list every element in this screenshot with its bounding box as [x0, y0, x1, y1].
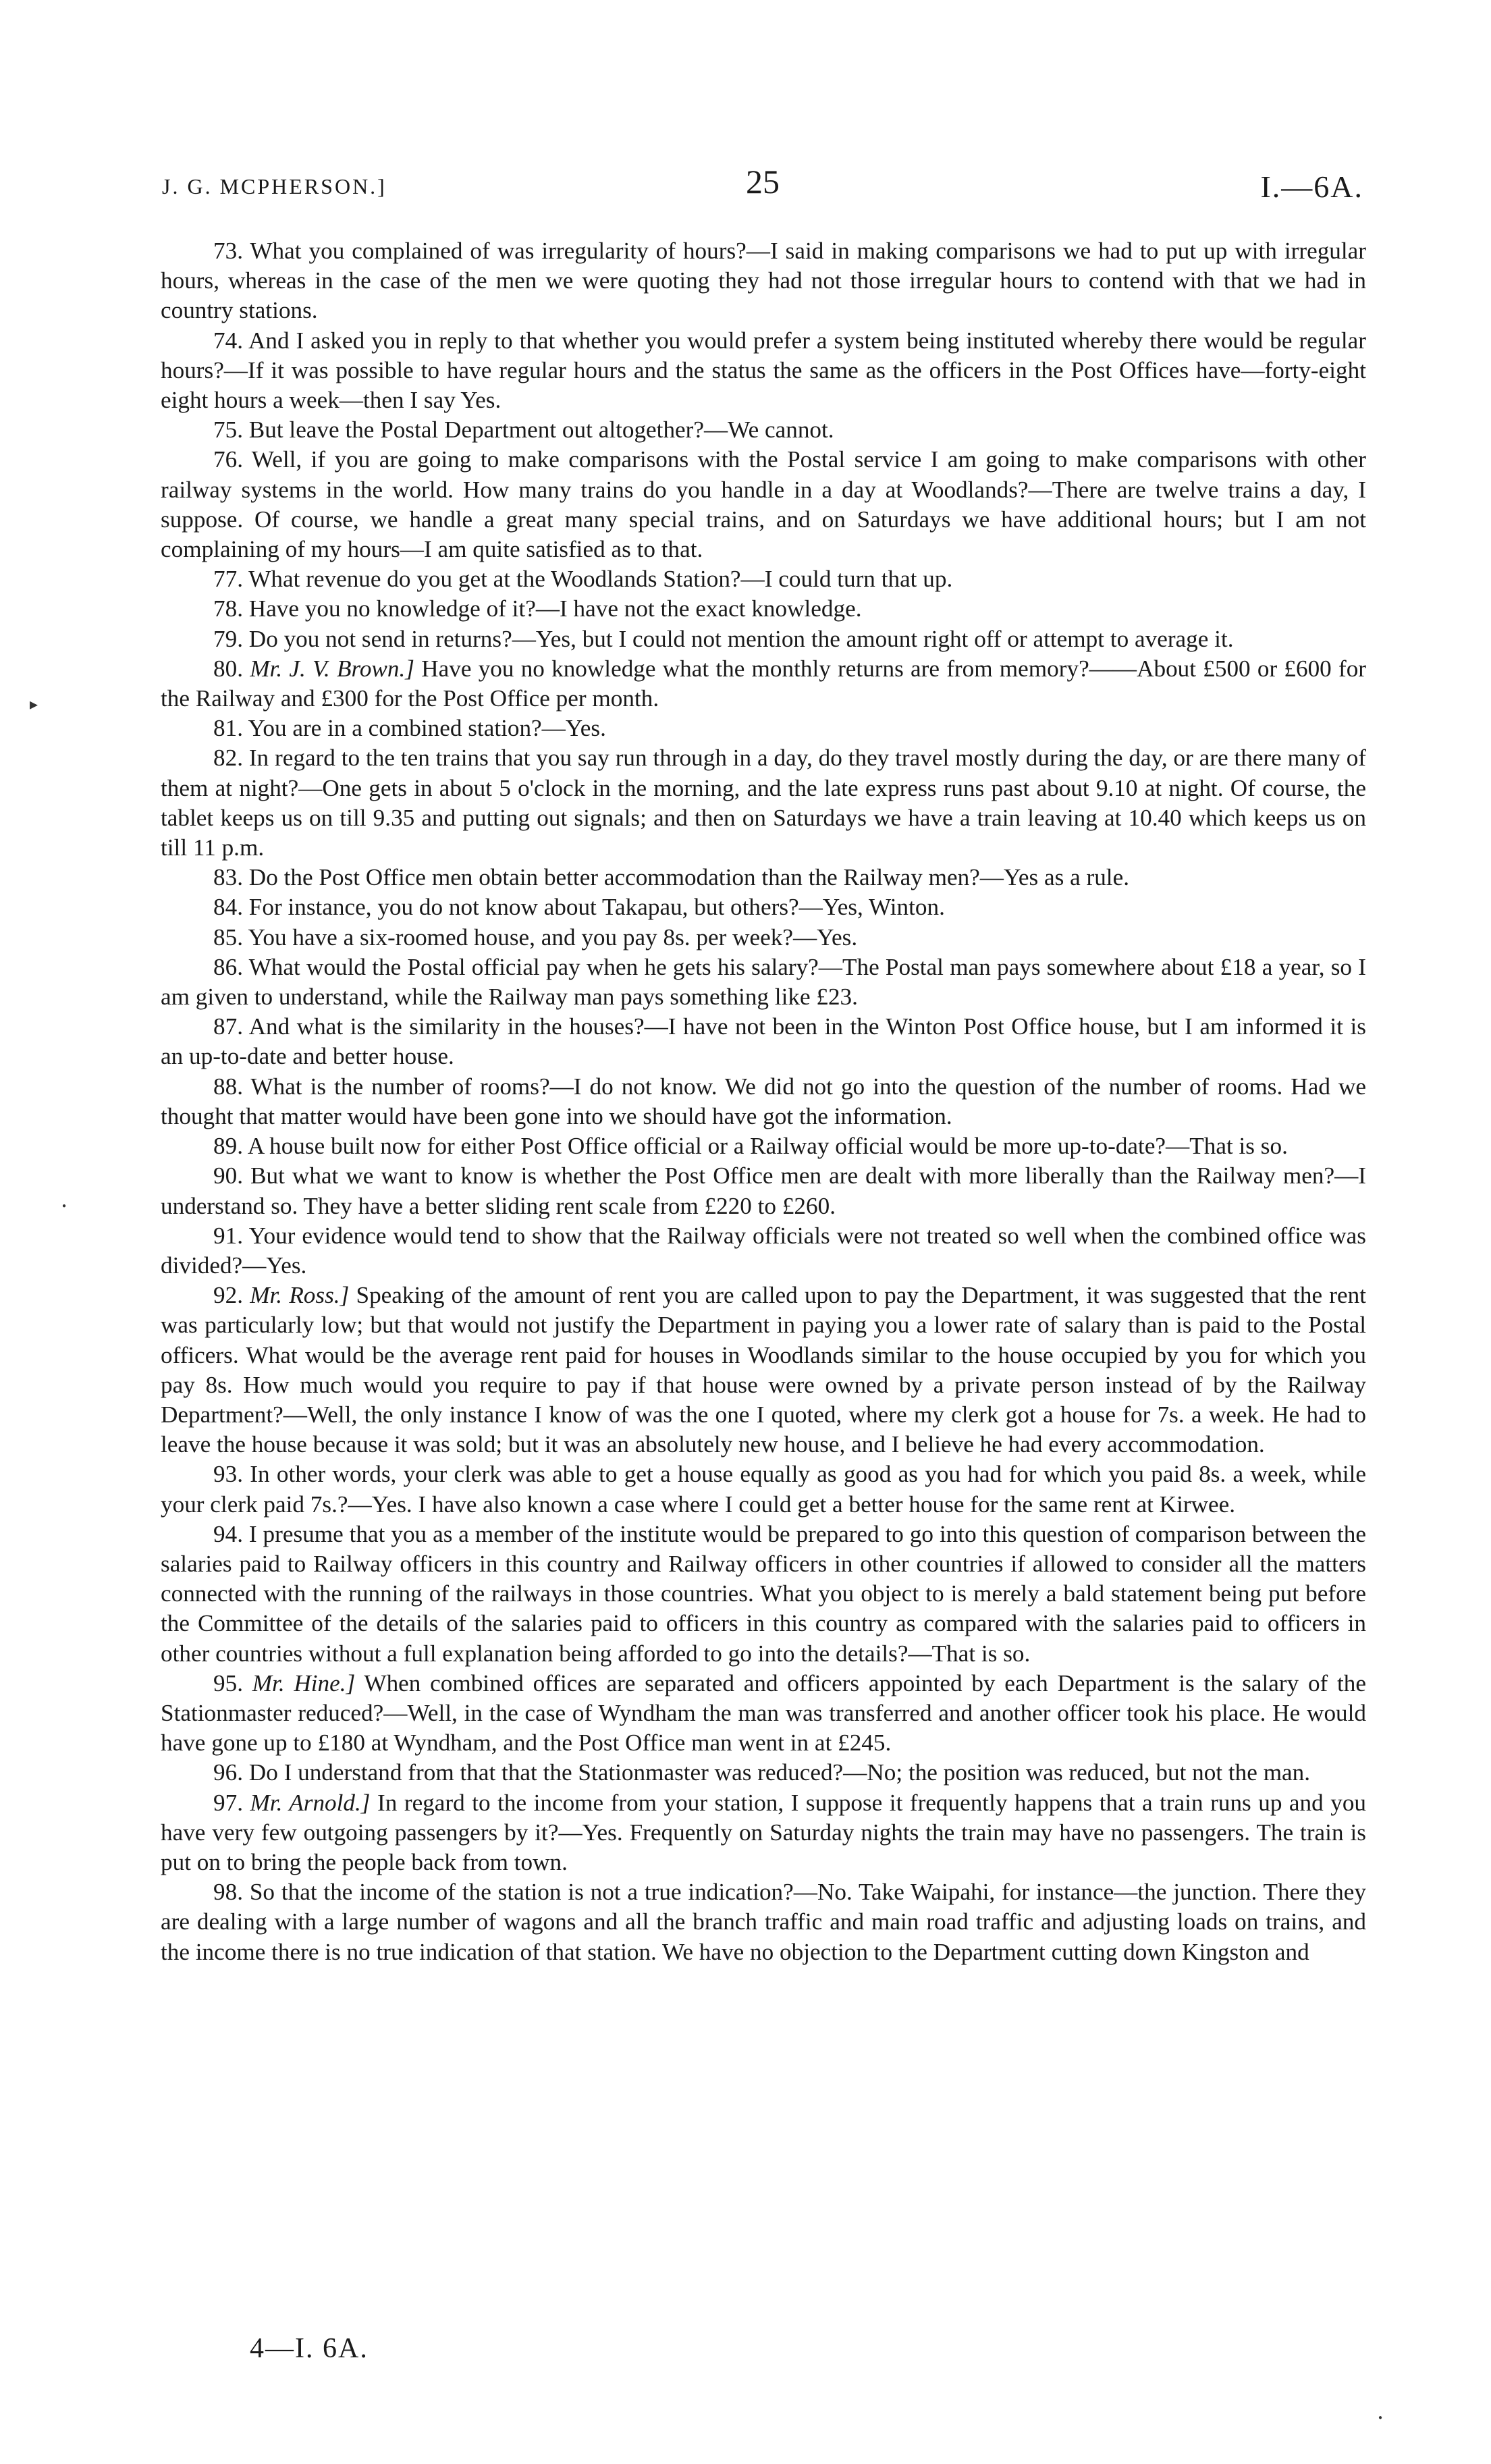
header-witness-name: J. G. MCPHERSON.] [162, 174, 387, 198]
question-answer-paragraph: 82. In regard to the ten trains that you say run through in a day, do they travel mostly during the day, or are there many of them at night?—One gets in about 5 o'clock in the morning, and the late express runs past about 9.10 at night. Of course, the tablet keeps us on till 9.35 and putting out signals; and then on Saturdays we have a train leaving at 10.40 which keeps us on till 11 p.m. [161, 745, 1366, 861]
question-answer-paragraph: 90. But what we want to know is whether the Post Office men are dealt with more liberally than the Railway men?—I understand so. They have a better sliding rent scale from £220 to £260. [161, 1162, 1366, 1219]
question-number: 92. [213, 1282, 243, 1309]
document-reference: I.—6A. [1260, 169, 1363, 204]
question-number: 80. [213, 655, 243, 682]
scan-mark: ▸ [30, 696, 38, 714]
document-body [161, 236, 1366, 1967]
question-answer-paragraph: 77. What revenue do you get at the Woodlands Station?—I could turn that up. [213, 566, 953, 593]
question-answer-paragraph: 76. Well, if you are going to make comparisons with the Postal service I am going to make comparisons with other railway systems in the world. How many trains do you handle in a day at Woodlands?—There are twelve trains a day, I suppose. Of course, we handle a great many special trains, and on Saturdays we have additional hours; but I am not complaining of my hours—I am quite satisfied as to that. [161, 446, 1366, 563]
question-answer-paragraph: 91. Your evidence would tend to show that the Railway officials were not treated so well when the combined office was divided?—Yes. [161, 1222, 1366, 1279]
question-answer-paragraph: 73. What you complained of was irregularity of hours?—I said in making comparisons we had to put up with irregular hours, whereas in the case of the men we were quoting they had not those irregular hours to contend with that we had in country stations. [161, 238, 1366, 324]
question-number: 95. [213, 1669, 243, 1696]
printer-signature-mark: 4—I. 6A. [250, 2333, 369, 2364]
paragraph-text: Have you no knowledge what the monthly returns are from memory?——About £500 or £600 for the Railway and £300 for the Post Office per month. [161, 655, 1367, 712]
question-answer-paragraph [161, 1281, 1366, 1459]
question-answer-paragraph: 86. What would the Postal official pay when he gets his salary?—The Postal man pays somewhere about £18 a year, so I am given to understand, while the Railway man pays something like £23. [161, 953, 1366, 1011]
scan-mark: ● [62, 1202, 67, 1210]
speaker-name: Mr. Hine.] [252, 1669, 356, 1696]
question-answer-paragraph: 93. In other words, your clerk was able to get a house equally as good as you had for which you paid 8s. a week, while your clerk paid 7s.?—Yes. I have also known a case where I could get a better house for the same rent at Kirwee. [161, 1461, 1366, 1518]
question-number: 97. [213, 1789, 243, 1816]
question-answer-paragraph: 98. So that the income of the station is not a true indication?—No. Take Waipahi, for instance—the junction. There they are dealing with a large number of wagons and all the branch traffic and main road traffic and adjusting loads on trains, and the income there is no true indication of that station. We have no objection to the Department cutting down Kingston and [161, 1879, 1366, 1965]
question-answer-paragraph: 96. Do I understand from that that the Stationmaster was reduced?—No; the position was reduced, but not the man. [213, 1759, 1311, 1786]
page-number: 25 [746, 163, 780, 200]
paragraph-text: When combined offices are separated and officers appointed by each Department is the salary of the Stationmaster reduced?—Well, in the case of Wyndham the man was transferred and another officer took his place. He would have gone up to £180 at Wyndham, and the Post Office man went in at £245. [161, 1669, 1366, 1757]
question-answer-paragraph: 87. And what is the similarity in the houses?—I have not been in the Winton Post Office house, but I am informed it is an up-to-date and better house. [161, 1013, 1366, 1070]
question-answer-paragraph: 89. A house built now for either Post Office official or a Railway official would be more up-to-date?—That is so. [213, 1133, 1288, 1160]
question-answer-paragraph: 85. You have a six-roomed house, and you pay 8s. per week?—Yes. [213, 923, 858, 950]
paragraph-text: Speaking of the amount of rent you are called upon to pay the Department, it was suggested that the rent was particularly low; but that would not justify the Department in paying you a lower rate of salary than is paid to the Postal officers. What would be the average rent paid for houses in Woodlands similar to the house occupied by you for which you pay 8s. How much would you require to pay if that house were owned by a private person instead of by the Railway Department?—Well, the only instance I know of was the one I quoted, where my clerk got a house for 7s. a week. He had to leave the house because it was sold; but it was an absolutely new house, and I believe he had every accommodation. [161, 1282, 1366, 1458]
paragraph-text: In regard to the income from your station, I suppose it frequently happens that a train runs up and you have very few outgoing passengers by it?—Yes. Frequently on Saturday nights the train may have no passengers. The train is put on to bring the people back from town. [161, 1789, 1367, 1875]
speaker-name: Mr. Ross.] [250, 1282, 350, 1309]
question-answer-paragraph: 83. Do the Post Office men obtain better accommodation than the Railway men?—Yes as a rule. [213, 864, 1130, 891]
question-answer-paragraph: 74. And I asked you in reply to that whether you would prefer a system being instituted whereby there would be regular hours?—If it was possible to have regular hours and the status the same as the officers in the Post Offices have—forty-eight eight hours a week—then I say Yes. [161, 327, 1366, 414]
question-answer-paragraph: 94. I presume that you as a member of the institute would be prepared to go into this question of comparison between the salaries paid to Railway officers in this country and Railway officers in other countries if allowed to consider all the matters connected with the running of the railways in those countries. What you object to is merely a bald statement being put before the Committee of the details of the salaries paid to officers in this country as compared with the salaries paid to officers in other countries without a full explanation being afforded to go into the details?—That is so. [161, 1520, 1366, 1667]
question-answer-paragraph [161, 1669, 1366, 1759]
speaker-name: Mr. Arnold.] [250, 1789, 371, 1816]
question-answer-paragraph: 75. But leave the Postal Department out altogether?—We cannot. [213, 417, 834, 444]
speaker-name: Mr. J. V. Brown.] [250, 655, 414, 682]
page-header [162, 162, 1363, 209]
question-answer-paragraph [161, 654, 1366, 714]
question-answer-paragraph: 84. For instance, you do not know about Takapau, but others?—Yes, Winton. [213, 894, 945, 921]
question-answer-paragraph: 78. Have you no knowledge of it?—I have not the exact knowledge. [213, 595, 862, 622]
question-answer-paragraph: 81. You are in a combined station?—Yes. [213, 715, 606, 742]
question-answer-paragraph: 79. Do you not send in returns?—Yes, but I could not mention the amount right off or attempt to average it. [213, 625, 1234, 652]
question-answer-paragraph: 88. What is the number of rooms?—I do not know. We did not go into the question of the number of rooms. Had we thought that matter would have been gone into we should have got the information. [161, 1073, 1366, 1129]
scan-mark: ● [1378, 2414, 1383, 2421]
question-answer-paragraph [161, 1788, 1366, 1878]
